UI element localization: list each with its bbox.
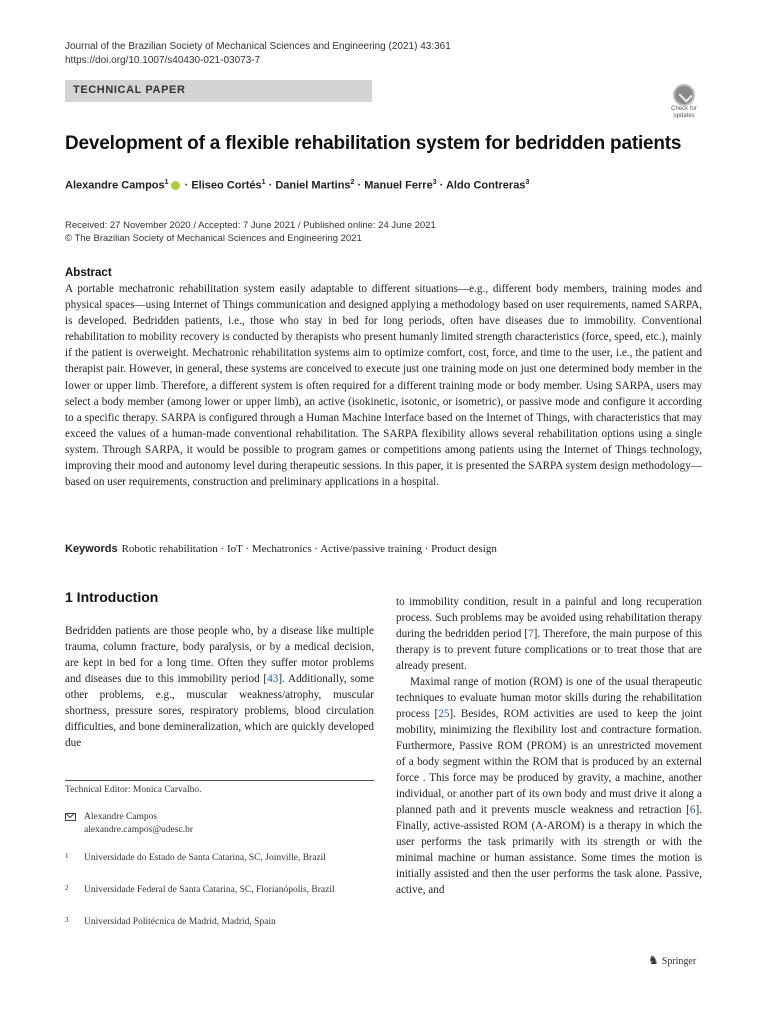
author-affiliation-mark: 3: [525, 179, 530, 186]
author-affiliation-mark: 1: [261, 179, 266, 186]
author-name[interactable]: Daniel Martins: [275, 179, 351, 192]
affiliation-number: 1: [65, 852, 69, 860]
doi-link[interactable]: https://doi.org/10.1007/s40430-021-03073-7: [65, 55, 261, 66]
check-updates-line2: updates: [673, 113, 695, 119]
intro-text: to immobility condition, result in a painful and long recuperation process. Such problems may be avoided using rehabilitation therapy during the bedridden period [: [396, 596, 702, 640]
corresponding-author: [65, 811, 374, 837]
affiliation-text: Universidad Politécnica de Madrid, Madrid, Spain: [84, 917, 276, 927]
affiliation-number: 3: [65, 916, 69, 924]
intro-text: ]. Finally, active-assisted ROM (A-AROM) is a therapy in which the user performs the task primarily with its strength or with the minimal machine or human assistance. Some times the motion is initially assisted and then the user performs the task alone. Passive, active, and: [396, 804, 702, 896]
technical-editor-note: Technical Editor: Monica Carvalho.: [65, 785, 202, 795]
citation-link[interactable]: 7: [528, 628, 534, 640]
check-updates-line1: Check for: [671, 106, 697, 112]
paper-type-band: [65, 80, 372, 102]
intro-text: Bedridden patients are those people who, by a disease like multiple trauma, column fracture, body paralysis, or by a medical decision, are kept in bed for a long time. Often they suffer motor problems and diseases due to this immobility period [: [65, 625, 374, 685]
intro-text: ]. Besides, ROM activities are used to keep the joint mobility, minimizing the flexibility lost and contracture formation. Furthermore, Passive ROM (PROM) is an unrestricted movement of a body segment within the ROM that is produced by an external force . This force may be produced by gravity, a machine, another individual, or another part of its own body and must drive it along a planned path and it prevents muscle weakness and retraction [: [396, 708, 702, 816]
mail-icon: [65, 813, 76, 821]
citation-link[interactable]: 6: [689, 804, 696, 816]
affiliation-text: Universidade do Estado de Santa Catarina, SC, Joinville, Brazil: [84, 853, 326, 863]
intro-paragraph: [396, 674, 702, 898]
citation-link[interactable]: 43: [267, 673, 279, 685]
author-list: Alexandre Campos$^1$ · Eliseo Cortés$^1$ · Daniel Martins$^2$ · Manuel Ferre$^3$ · Aldo Contreras$^3$: [65, 179, 530, 192]
publisher-logo: [648, 953, 696, 968]
journal-citation: Journal of the Brazilian Society of Mechanical Sciences and Engineering (2021) 43:361: [65, 41, 451, 52]
author-affiliation-mark: 1: [164, 179, 169, 186]
keywords-label: Keywords: [65, 543, 118, 555]
contact-email[interactable]: alexandre.campos@udesc.br: [84, 825, 193, 835]
publication-dates: [65, 219, 436, 245]
citation-link[interactable]: 25: [438, 708, 450, 720]
paper-title: Development of a flexible rehabilitation system for bedridden patients: [65, 133, 682, 154]
intro-text: Maximal range of motion (ROM) is one of the usual therapeutic techniques to evaluate human motor skills during the rehabilitation process [: [396, 676, 702, 720]
section-heading-introduction: 1 Introduction: [65, 589, 159, 605]
intro-paragraph: [396, 594, 702, 674]
intro-right-column: [396, 594, 702, 898]
check-updates-icon: [673, 84, 695, 106]
dates-line: Received: 27 November 2020 / Accepted: 7 June 2021 / Published online: 24 June 2021: [65, 220, 436, 231]
contact-name: Alexandre Campos: [84, 812, 158, 822]
author-name[interactable]: Alexandre Campos: [65, 179, 165, 192]
author-affiliation-mark: 2: [350, 179, 355, 186]
intro-text: ]. Additionally, some other problems, e.g., muscular weakness/atrophy, muscular shortness, pressure sores, respiratory problems, blood circulation difficulties, and bone demineralization, which are quickly developed due: [65, 673, 374, 749]
author-affiliation-mark: 3: [432, 179, 437, 186]
author-name[interactable]: Manuel Ferre: [364, 179, 433, 192]
intro-text: ]. Therefore, the main purpose of this therapy is to prevent future complications or to treat those that are already present.: [396, 628, 703, 672]
check-for-updates-badge[interactable]: [666, 84, 702, 122]
abstract-heading: Abstract: [65, 267, 112, 279]
intro-left-column: [65, 623, 374, 751]
keywords: [65, 543, 497, 555]
affiliation-text: Universidade Federal de Santa Catarina, SC, Florianópolis, Brazil: [84, 885, 335, 895]
paper-type-label: TECHNICAL PAPER: [73, 84, 186, 96]
author-name[interactable]: Eliseo Cortés: [191, 179, 262, 192]
publisher-name: Springer: [661, 956, 697, 967]
orcid-icon[interactable]: [171, 181, 180, 190]
footnote-divider: [65, 780, 374, 781]
author-name[interactable]: Aldo Contreras: [445, 179, 526, 192]
affiliation-number: 2: [65, 884, 69, 892]
journal-header: [65, 40, 451, 68]
copyright-line: © The Brazilian Society of Mechanical Sciences and Engineering 2021: [65, 233, 362, 244]
keywords-list: Robotic rehabilitation · IoT · Mechatronics · Active/passive training · Product design: [121, 543, 497, 555]
springer-horse-icon: ♞: [648, 953, 659, 967]
abstract-body: A portable mechatronic rehabilitation system easily adaptable to different situations—e.g., different body members, training modes and physical spaces—using Internet of Things communication and designed applying a methodology based on user requirements, named SARPA, is developed. Bedridden patients, i.e., those who stay in bed for long periods, often have diseases due to immobility. Conventional rehabilitation to mobility recovery is conducted by therapists who present humanly limited strength characteristics (force, speed, etc.), mainly if the patient is overweight. Mechatronic rehabilitation systems aim to optimize comfort, cost, force, and time to the user, i.e., the patient and therapist pair. However, in general, these systems are conceived to execute just one training mode on just one determined body member in the lower or upper limb. Therefore, a different system is often required for a different training mode or body member. Using SARPA, users may select a body member (among lower or upper limb), an active (isokinetic, isotonic, or isometric), or passive mode and configure it according to a specific therapy. SARPA is configured through a Human Machine Interface based on the Internet of Things, with characteristics that may exceed the values of a human-made conventional rehabilitation. The SARPA flexibility allows several rehabilitation options using a single system. Through SARPA, it would be possible to program games or competitions among patients using the Internet of Things technology, improving their mood and autonomy level during therapeutic sessions. In this paper, it is presented the SARPA system design methodology—based on user requirements, construction and preliminary applications in a hospital.: [65, 283, 702, 489]
